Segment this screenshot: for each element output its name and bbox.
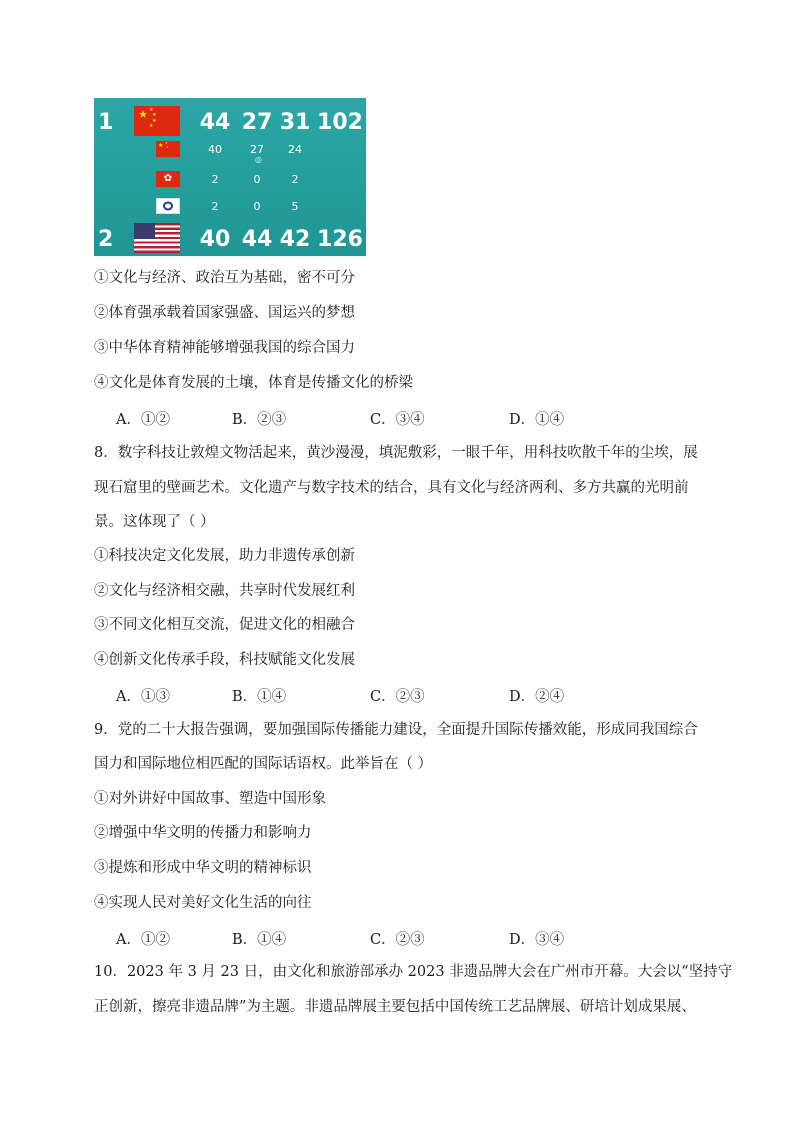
rank-label: 2 [98,227,114,252]
total-count: 102 [317,110,363,135]
q10-stem-line-1: 10．2023 年 3 月 23 日，由文化和旅游部承办 2023 非遗品牌大会在广州市开幕。大会以“坚持守 [94,964,733,980]
medal-row-mainland [94,141,366,157]
silver-count: 27 [250,143,264,156]
q9-options [116,928,716,948]
option-a[interactable]: A．①③ [116,689,170,705]
usa-flag-icon [134,223,180,253]
q8-stem-line-1: 8．数字科技让敦煌文物活起来，黄沙漫漫，填泥敷彩，一眼千年，用科技吹散千年的尘埃，展 [94,445,698,461]
option-d[interactable]: D．②④ [509,689,565,705]
bronze-count: 31 [279,110,311,135]
option-c[interactable]: C．③④ [370,412,425,428]
q9-statement-1: ①对外讲好中国故事、塑造中国形象 [94,791,326,807]
q7-options [116,408,716,428]
q8-statement-2: ②文化与经济相交融，共享时代发展红利 [94,583,355,599]
bronze-count: 24 [288,143,302,156]
hong-kong-flag-icon: ✿ [156,171,180,187]
medal-row-china-total [94,106,366,136]
bronze-count: 2 [291,173,299,186]
bronze-count: 5 [291,200,299,213]
silver-count: 0 [253,173,261,186]
q9-statement-3: ③提炼和形成中华文明的精神标识 [94,860,312,876]
silver-count: 44 [241,227,273,252]
gold-count: 2 [211,200,219,213]
q8-statement-4: ④创新文化传承手段，科技赋能文化发展 [94,652,355,668]
option-c[interactable]: C．②③ [370,932,425,948]
option-c[interactable]: C．②③ [370,689,425,705]
q10-stem-line-2: 正创新，擦亮非遗品牌”为主题。非遗品牌展主要包括中国传统工艺品牌展、研培计划成果展、 [94,999,696,1015]
medal-row-hong-kong [94,171,366,187]
silver-count: 27 [241,110,273,135]
q9-stem-line-1: 9．党的二十大报告强调，要加强国际传播能力建设，全面提升国际传播效能，形成同我国综合 [94,722,698,738]
total-count: 126 [317,227,363,252]
bronze-count: 42 [279,227,311,252]
china-flag-icon: ★ ★ ★ ★ ★ [134,106,180,136]
q9-stem-line-2: 国力和国际地位相匹配的国际话语权。此举旨在（ ） [94,756,433,772]
medal-table-image [94,98,366,256]
rank-label: 1 [98,110,114,135]
option-a[interactable]: A．①② [116,412,170,428]
q8-options [116,685,716,705]
q8-statement-3: ③不同文化相互交流，促进文化的相融合 [94,617,355,633]
gold-count: 40 [199,227,231,252]
option-b[interactable]: B．①④ [232,689,287,705]
gold-count: 2 [211,173,219,186]
q8-stem-line-2: 现石窟里的壁画艺术。文化遗产与数字技术的结合，具有文化与经济两利、多方共赢的光明前 [94,480,689,496]
q9-statement-4: ④实现人民对美好文化生活的向往 [94,895,312,911]
chinese-taipei-flag-icon [156,198,180,214]
q7-statement-1: ①文化与经济、政治互为基础，密不可分 [94,270,355,286]
q8-stem-line-3: 景。这体现了（ ） [94,514,215,530]
silver-count: 0 [253,200,261,213]
q7-statement-3: ③中华体育精神能够增强我国的综合国力 [94,340,355,356]
medal-row-usa-total [94,223,366,253]
gold-count: 44 [199,110,231,135]
gold-count: 40 [208,143,222,156]
q7-statement-2: ②体育强承载着国家强盛、国运兴的梦想 [94,305,355,321]
medal-row-chinese-taipei [94,198,366,214]
option-b[interactable]: B．②③ [232,412,287,428]
option-b[interactable]: B．①④ [232,932,287,948]
option-a[interactable]: A．①② [116,932,170,948]
q9-statement-2: ②增强中华文明的传播力和影响力 [94,825,312,841]
q7-statement-4: ④文化是体育发展的土壤，体育是传播文化的桥梁 [94,375,413,391]
option-d[interactable]: D．③④ [509,932,565,948]
option-d[interactable]: D．①④ [509,412,565,428]
small-emblem-icon: ◎ [255,155,262,164]
q8-statement-1: ①科技决定文化发展，助力非遗传承创新 [94,548,355,564]
china-flag-icon: ★ ★ ★ [156,141,180,157]
